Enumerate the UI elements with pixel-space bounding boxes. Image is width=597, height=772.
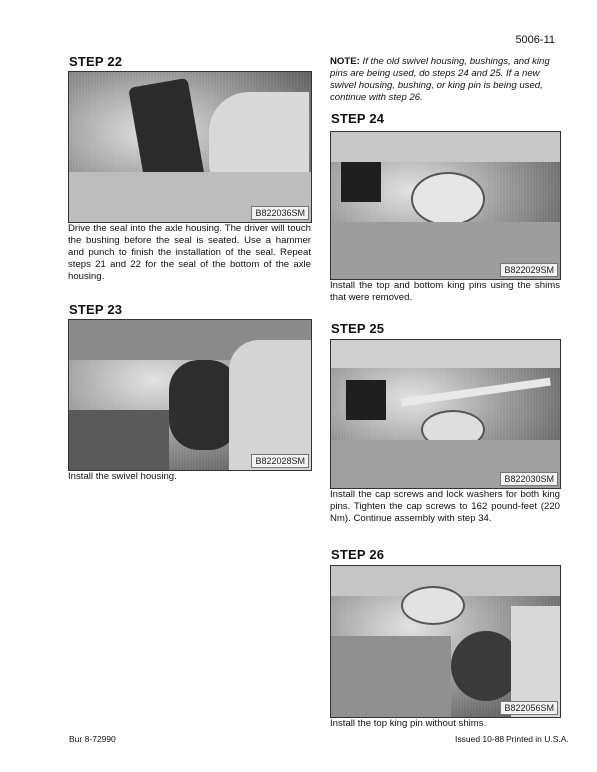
- page-number: 5006-11: [515, 34, 555, 46]
- step-23-photo: [68, 319, 312, 471]
- footer-issued: Issued 10-88: [455, 734, 505, 744]
- step-26-photo: [330, 565, 561, 718]
- stand-shape: [69, 410, 169, 470]
- note-label: NOTE:: [330, 56, 360, 67]
- wrench-shape: [401, 378, 551, 407]
- king-pin-shape: [411, 172, 485, 226]
- step-23-photo-code: B822028SM: [251, 454, 309, 468]
- step-25-heading: STEP 25: [331, 321, 385, 336]
- step-24-photo: [330, 131, 561, 280]
- step-22-heading: STEP 22: [69, 54, 123, 69]
- dark-block-shape: [346, 380, 386, 420]
- step-26-photo-code: B822056SM: [500, 701, 558, 715]
- step-24-caption: Install the top and bottom king pins using the shims that were removed.: [330, 280, 560, 303]
- step-24-photo-code: B822029SM: [500, 263, 558, 277]
- background-shape: [331, 340, 560, 368]
- note-block: [330, 56, 560, 104]
- step-26-caption: Install the top king pin without shims.: [330, 718, 487, 729]
- step-25-photo-code: B822030SM: [500, 472, 558, 486]
- step-26-heading: STEP 26: [331, 547, 385, 562]
- arm-shape: [229, 340, 311, 470]
- king-pin-shape: [401, 586, 465, 625]
- housing-shape: [331, 636, 451, 717]
- footer-printed: Printed in U.S.A.: [506, 734, 569, 744]
- step-23-heading: STEP 23: [69, 302, 123, 317]
- step-25-photo: [330, 339, 561, 489]
- note-text: If the old swivel housing, bushings, and king pins are being used, do steps 24 and 25. If a new swivel housing, bushing, or king pin is being used, continue with step 26.: [330, 56, 550, 103]
- step-24-heading: STEP 24: [331, 111, 385, 126]
- background-shape: [331, 132, 560, 162]
- dark-block-shape: [341, 162, 381, 202]
- step-22-photo: [68, 71, 312, 223]
- step-22-caption: Drive the seal into the axle housing. The driver will touch the bushing before the seal is seated. Use a hammer and punch to finish the installation of the seal. Repeat steps 21 and 22 for the seal of the bottom of the axle housing.: [68, 223, 311, 282]
- step-23-caption: Install the swivel housing.: [68, 471, 177, 482]
- footer-doc-number: Bur 8-72990: [69, 734, 116, 744]
- step-22-photo-code: B822036SM: [251, 206, 309, 220]
- step-25-caption: Install the cap screws and lock washers for both king pins. Tighten the cap screws to 162 pound-feet (220 Nm). Continue assembly with step 34.: [330, 489, 560, 524]
